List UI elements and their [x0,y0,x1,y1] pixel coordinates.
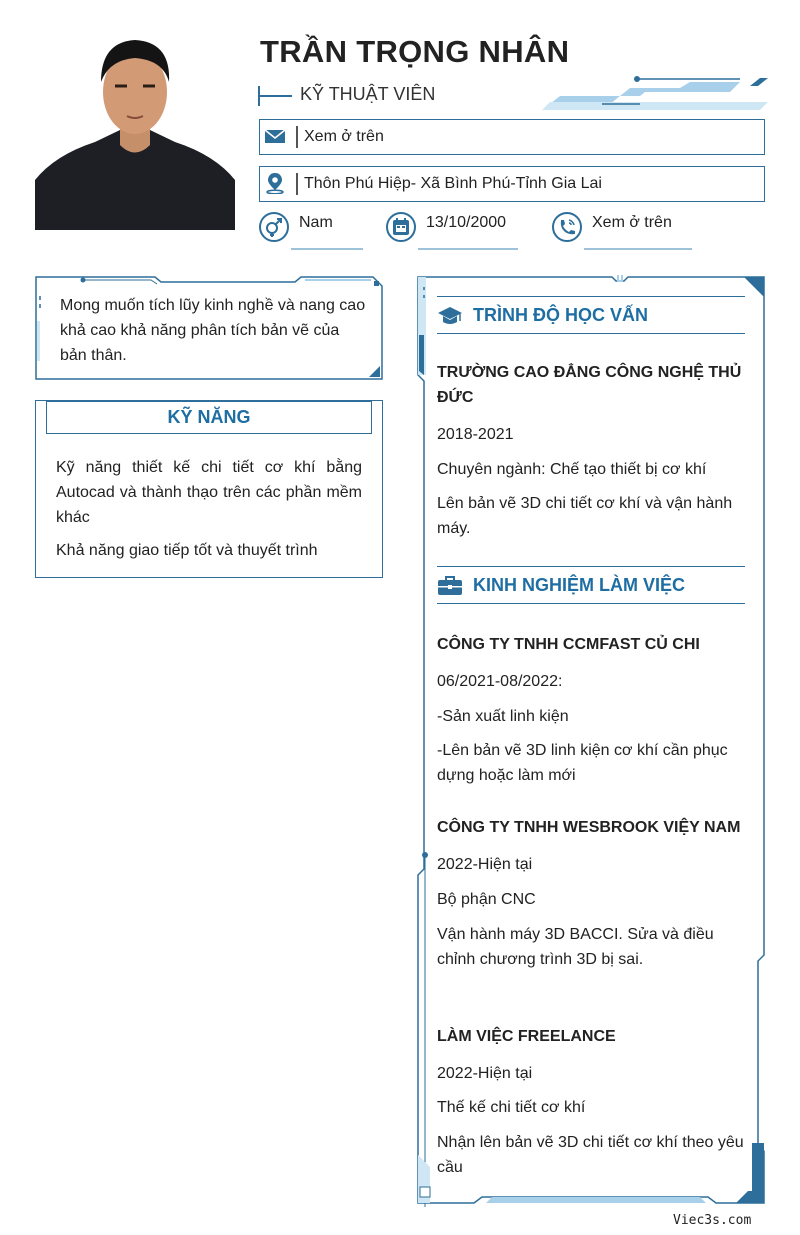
address-separator [296,173,298,195]
dob-field [386,210,521,252]
job-period: 2022-Hiện tại [437,856,533,873]
address-value: Thôn Phú Hiệp- Xã Bình Phú-Tỉnh Gia Lai [304,175,602,192]
job-line: Bộ phận CNC [437,891,536,908]
job-line: Thế kế chi tiết cơ khí [437,1099,586,1116]
site-watermark: Viec3s.com [673,1213,752,1228]
phone-underline [584,248,692,250]
skill-item: Kỹ năng thiết kế chi tiết cơ khí bằng Autocad và thành thạo trên các phần mềm khác [56,459,362,526]
email-value: Xem ở trên [304,128,384,145]
dob-underline [418,248,518,250]
title-line [258,95,292,97]
school-name: TRƯỜNG CAO ĐẲNG CÔNG NGHỆ THỦ ĐỨC [437,364,742,406]
phone-icon [552,212,582,242]
education-heading: TRÌNH ĐỘ HỌC VẤN [473,305,648,325]
briefcase-icon [437,574,463,596]
job-title: KỸ THUẬT VIÊN [300,84,436,104]
graduation-cap-icon [437,304,463,326]
job-period: 2022-Hiện tại [437,1065,533,1082]
header-decoration [540,74,770,114]
job-line: -Lên bản vẽ 3D linh kiện cơ khí cần phục dựng hoặc làm mới [437,742,728,784]
email-separator [296,126,298,148]
gender-underline [291,248,363,250]
gender-value: Nam [299,214,333,231]
location-pin-icon [264,172,286,194]
profile-photo [35,30,235,230]
gender-icon [259,212,289,242]
calendar-icon [386,212,416,242]
experience-heading: KINH NGHIỆM LÀM VIỆC [473,575,686,595]
education-period: 2018-2021 [437,426,514,443]
address-box [259,166,765,202]
job-company: CÔNG TY TNHH CCMFAST CỦ CHI [437,636,700,653]
email-box [259,119,765,155]
job-period: 06/2021-08/2022: [437,673,563,690]
job-line: -Sản xuất linh kiện [437,708,569,725]
job-line: Nhận lên bản vẽ 3D chi tiết cơ khí theo yêu cầu [437,1134,744,1176]
phone-value: Xem ở trên [592,214,672,231]
dob-value: 13/10/2000 [426,214,507,231]
education-desc: Lên bản vẽ 3D chi tiết cơ khí và vận hành máy. [437,495,733,537]
job-line: Vận hành máy 3D BACCI. Sửa và điều chỉnh chương trình 3D bị sai. [437,926,714,968]
phone-field [552,210,692,252]
objective-box [35,276,383,380]
skills-heading: KỸ NĂNG [46,401,372,434]
candidate-name: TRẦN TRỌNG NHÂN [260,34,570,69]
job-company: LÀM VIỆC FREELANCE [437,1028,616,1045]
skill-item: Khả năng giao tiếp tốt và thuyết trình [56,542,318,559]
education-heading-bar [437,296,745,334]
education-major: Chuyên ngành: Chế tạo thiết bị cơ khí [437,461,707,478]
experience-heading-bar [437,566,745,604]
job-company: CÔNG TY TNHH WESBROOK VIỆY NAM [437,819,741,836]
skills-section [35,400,383,578]
envelope-icon [264,125,286,147]
gender-field [259,210,369,252]
objective-text: Mong muốn tích lũy kinh nghề và nang cao khả cao khả năng phân tích bản vẽ của bản thân. [60,297,366,364]
